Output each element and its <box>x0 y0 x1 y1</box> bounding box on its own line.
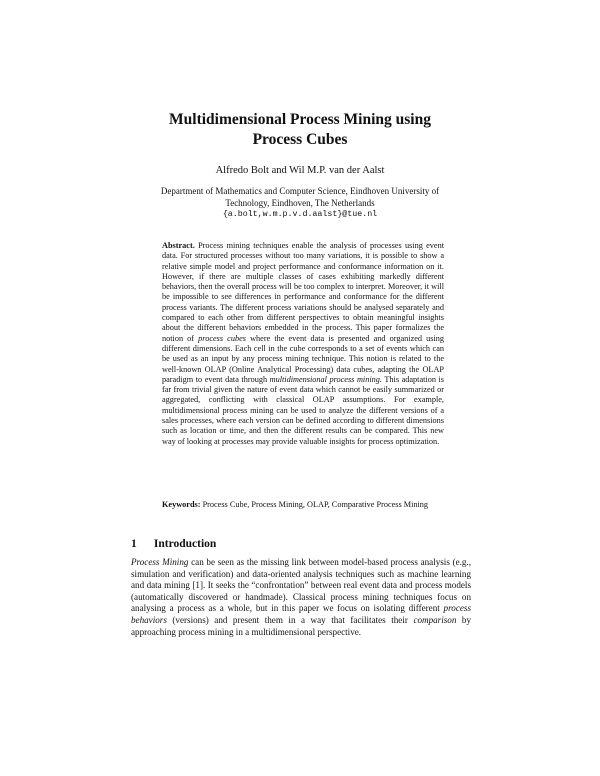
abstract-paragraph <box>162 241 444 447</box>
affiliation-line-1: Department of Mathematics and Computer Science, Eindhoven University of <box>160 186 440 196</box>
affiliation <box>130 186 470 221</box>
keywords-text: Process Cube, Process Mining, OLAP, Comparative Process Mining <box>202 500 429 509</box>
section-heading <box>131 538 216 550</box>
affiliation-line-2: Technology, Eindhoven, The Netherlands <box>225 197 375 208</box>
authors: Alfredo Bolt and Wil M.P. van der Aalst <box>215 165 385 176</box>
intro-text-1: can be seen as the missing link between model-based process analysis (e.g., simulation and verification) and data-oriented analysis techniques such as machine learning and data mining [1]. It seeks the “confrontation” between real event data and process models (automatically discovered or handmade). Classical process mining techniques focus on analysing a process as a whole, but in this paper we focus on isolating different <box>131 557 471 614</box>
keywords-label: Keywords: <box>162 500 201 509</box>
intro-text-2: (versions) and present them in a way that facilitates their <box>172 614 408 625</box>
title-line-2: Process Cubes <box>252 131 348 148</box>
abstract <box>162 241 444 447</box>
intro-emphasis-3: comparison <box>413 614 457 625</box>
author-email: {a.bolt,w.m.p.v.d.aalst}@tue.nl <box>222 210 378 219</box>
abstract-text-3: This adaptation is far from trivial given the nature of event data which cannot be easily summarized or aggregated, conflicting with classical OLAP assumptions. For example, multidimensional process mining can be used to analyze the different versions of a sales processes, where each version can be defined according to different dimensions such as location or time, and then the different results can be compared. This new way of looking at processes may provide valuable insights for process optimization. <box>162 374 445 446</box>
intro-emphasis-2: process behaviors <box>131 603 471 625</box>
abstract-emphasis-2: multidimensional process mining. <box>269 374 382 384</box>
intro-text-3: by approaching process mining in a multidimensional perspective. <box>131 614 472 637</box>
paper-title <box>100 110 500 150</box>
title-line-1: Multidimensional Process Mining using <box>169 111 431 128</box>
abstract-text-2: where the event data is presented and organized using different dimensions. Each cell in the cube corresponds to a set of events which can be used as an input by any process mining technique. This notion is related to the well-known OLAP (Online Analytical Processing) data cubes, adapting the OLAP paradigm to event data through <box>162 333 445 384</box>
abstract-text-1: Process mining techniques enable the analysis of processes using event data. For structured processes without too many variations, it is possible to show a relative simple model and project performance and conformance information on it. However, if there are multiple classes of cases exhibiting markedly different behaviors, then the overall process will be too complex to interpret. Moreover, it will be impossible to see differences in performance and conformance for the different process variants. The different process variations should be analysed separately and compared to each other from different perspectives to obtain meaningful insights about the different behaviors embedded in the process. This paper formalizes the notion of <box>162 241 444 343</box>
intro-emphasis-1: Process Mining <box>131 557 189 567</box>
abstract-emphasis-1: process cubes <box>198 333 246 343</box>
keywords <box>162 500 444 510</box>
section-number: 1 <box>131 538 137 550</box>
abstract-label: Abstract. <box>162 241 195 250</box>
section-title: Introduction <box>153 538 217 550</box>
introduction-paragraph <box>131 557 471 638</box>
introduction-body <box>131 557 471 638</box>
